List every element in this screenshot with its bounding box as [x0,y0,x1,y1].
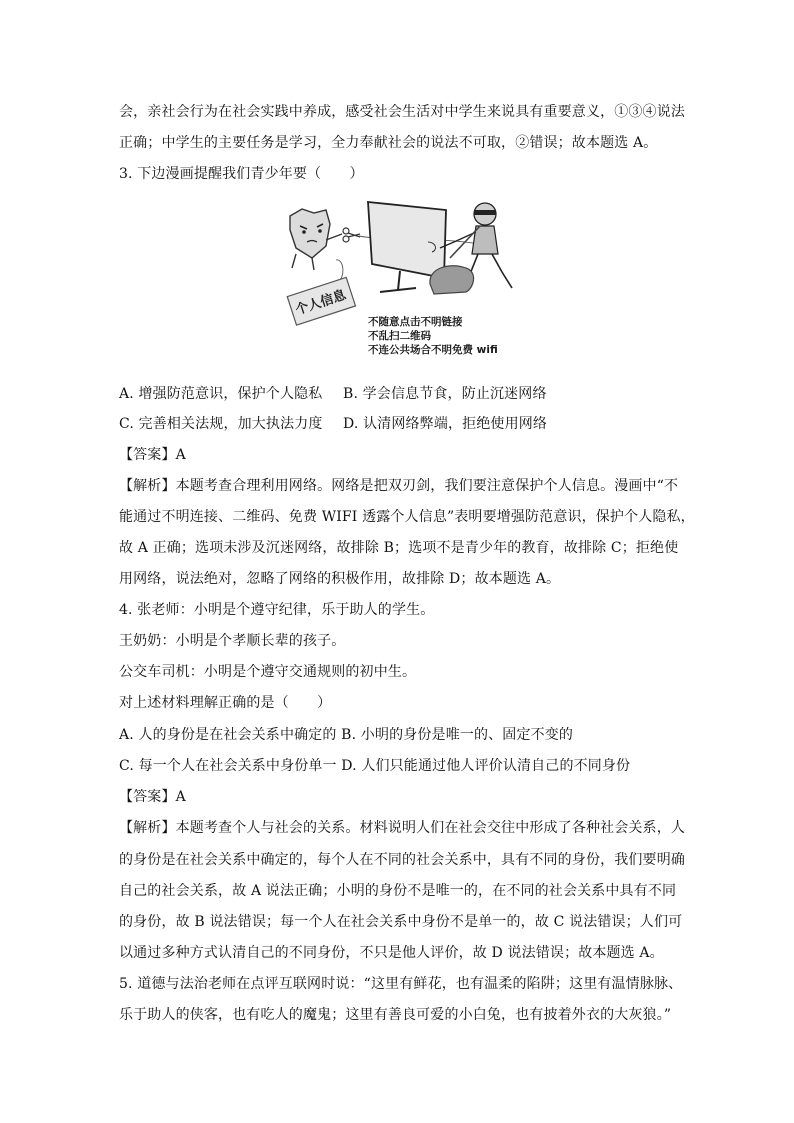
question-3-stem: 3. 下边漫画提醒我们青少年要（ ） [119,166,364,182]
cartoon-caption-line: 不随意点击不明链接 [368,316,463,328]
text-line: 王奶奶：小明是个孝顺长辈的孩子。 [119,633,346,649]
option-d: D. 认清网络弊端，拒绝使用网络 [343,416,548,432]
question-4-stem: 4. 张老师：小明是个遵守纪律，乐于助人的学生。 [119,602,435,618]
cartoon-illustration [280,196,530,364]
question-5-stem: 5. 道德与法治老师在点评互联网时说：“这里有鲜花，也有温柔的陷阱；这里有温情脉脉、 [119,976,683,992]
shield-character [290,209,330,258]
info-tag-text: 个人信息 [293,287,348,319]
option-row: C. 每一个人在社会关系中身份单一 D. 人们只能通过他人评价认清自己的不同身份 [119,758,631,774]
cartoon-caption-line: 不连公共场合不明免费 wifi [368,344,498,356]
computer-monitor [368,202,446,278]
text-line: 会，亲社会行为在社会实践中养成，感受社会生活对中学生来说具有重要意义，①③④说法 [119,104,685,120]
option-row [119,384,547,404]
text-line: 公交车司机：小明是个遵守交通规则的初中生。 [119,664,417,680]
explanation-line: 【解析】本题考查个人与社会的关系。材料说明人们在社会交往中形成了各种社会关系，人 [119,820,685,836]
answer-label: 【答案】A [119,447,186,463]
text-line: 正确；中学生的主要任务是学习，全力奉献社会的说法不可取，②错误；故本题选 A。 [119,135,658,151]
option-row [119,414,548,434]
option-a: A. 增强防范意识，保护个人隐私 [119,386,323,402]
cartoon-caption-line: 不乱扫二维码 [368,330,431,342]
option-c: C. 完善相关法规，加大执法力度 [119,416,323,432]
answer-label: 【答案】A [119,789,186,805]
explanation-line: 以通过多种方式认清自己的不同身份，不只是他人评价，故 D 说法错误；故本题选 A。 [119,945,664,961]
explanation-line: 的身份是在社会关系中确定的，每个人在不同的社会关系中，具有不同的身份，我们要明确 [119,852,685,868]
explanation-line: 用网络，说法绝对，忽略了网络的积极作用，故排除 D；故本题选 A。 [119,571,561,587]
explanation-line: 故 A 正确；选项未涉及沉迷网络，故排除 B；选项不是青少年的教育，故排除 C；拒绝使 [119,540,679,556]
option-row: A. 人的身份是在社会关系中确定的 B. 小明的身份是唯一的、固定不变的 [119,727,574,743]
rock [430,266,474,294]
text-line: 对上述材料理解正确的是（ ） [119,695,332,711]
option-b: B. 学会信息节食，防止沉迷网络 [343,386,547,402]
explanation-line: 的身份，故 B 说法错误；每一个人在社会关系中身份不是单一的，故 C 说法错误；人们可 [119,914,683,930]
explanation-line: 能通过不明连接、二维码、免费 WIFI 透露个人信息”表明要增强防范意识，保护个人隐私， [119,509,695,525]
text-line: 乐于助人的侠客，也有吃人的魔鬼；这里有善良可爱的小白兔，也有披着外衣的大灰狼。” [119,1007,672,1023]
explanation-line: 【解析】本题考查合理利用网络。网络是把双刃剑，我们要注意保护个人信息。漫画中“不 [119,478,679,494]
explanation-line: 自己的社会关系，故 A 说法正确；小明的身份不是唯一的，在不同的社会关系中具有不同 [119,883,677,899]
